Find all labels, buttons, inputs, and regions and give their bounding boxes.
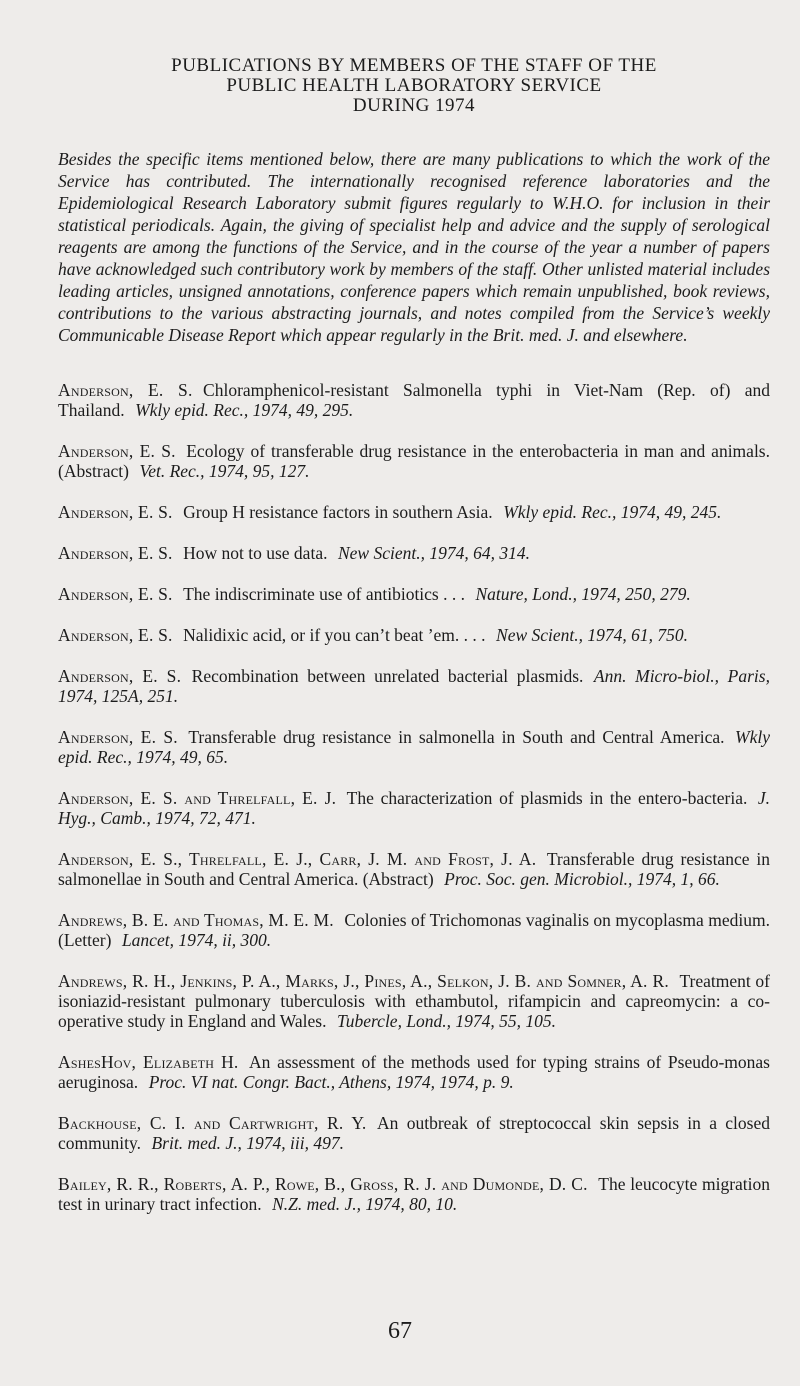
publication-entry [58, 910, 770, 950]
entry-authors: Anderson, E. S. and Threlfall, E. J. [58, 788, 337, 808]
publication-entry [58, 727, 770, 767]
publication-entry [58, 1174, 770, 1214]
entry-citation: Wkly epid. Rec., 1974, 49, 65. [58, 727, 770, 767]
entry-citation: Lancet, 1974, ii, 300. [121, 930, 272, 950]
entry-authors: Anderson, E. S. [58, 543, 173, 563]
heading-line-3: DURING 1974 [352, 95, 476, 116]
entry-citation: Tubercle, Lond., 1974, 55, 105. [336, 1011, 557, 1031]
entry-title: Colonies of Trichomonas vaginalis on mycoplasma medium. (Letter) [58, 910, 770, 950]
entry-citation: Proc. Soc. gen. Microbiol., 1974, 1, 66. [444, 869, 720, 889]
publication-entry [58, 543, 770, 563]
entry-authors: Bailey, R. R., Roberts, A. P., Rowe, B., Gross, R. J. and Dumonde, D. C. [58, 1174, 588, 1194]
entry-citation: Wkly epid. Rec., 1974, 49, 295. [135, 400, 354, 420]
entry-citation: Vet. Rec., 1974, 95, 127. [139, 461, 310, 481]
publication-entry [58, 1052, 770, 1092]
entry-title: The indiscriminate use of antibiotics . . . [183, 584, 465, 604]
page-number: 67 [388, 1318, 412, 1344]
entry-title: An assessment of the methods used for typing strains of Pseudo-monas aeruginosa. [58, 1052, 770, 1092]
entry-citation: N.Z. med. J., 1974, 80, 10. [272, 1194, 458, 1214]
entry-title: The leucocyte migration test in urinary tract infection. [58, 1174, 771, 1214]
entry-title: Ecology of transferable drug resistance in the enterobacteria in man and animals. (Abstract) [58, 441, 770, 481]
heading-line-2: PUBLIC HEALTH LABORATORY SERVICE [226, 75, 602, 96]
entry-title: Recombination between unrelated bacterial plasmids. [191, 666, 584, 686]
intro-paragraph: Besides the specific items mentioned below, there are many publications to which the work of the Service has contributed. The internationally recognised reference laboratories and the Epidemiological Research Laboratory submit figures regularly to W.H.O. for inclusion in their statistical periodicals. Again, the giving of specialist help and advice and the supply of serological reagents are among the functions of the Service, and in the course of the year a number of papers have acknowledged such contributory work by members of the staff. Other unlisted material includes leading articles, unsigned annotations, conference papers which remain unpublished, book reviews, contributions to the various abstracting journals, and notes compiled from the Service’s weekly Communicable Disease Report which appear regularly in the Brit. med. J. and elsewhere. [58, 149, 770, 345]
entry-title: Group H resistance factors in southern Asia. [183, 502, 493, 522]
entry-authors: Anderson, E. S., Threlfall, E. J., Carr, J. M. and Frost, J. A. [58, 849, 537, 869]
publication-entry [58, 502, 770, 522]
entry-title: Chloramphenicol-resistant Salmonella typhi in Viet-Nam (Rep. of) and Thailand. [58, 380, 771, 420]
entry-authors: Anderson, E. S. [58, 502, 173, 522]
entry-citation: J. Hyg., Camb., 1974, 72, 471. [58, 788, 770, 828]
entry-authors: Andrews, R. H., Jenkins, P. A., Marks, J., Pines, A., Selkon, J. B. and Somner, A. R. [58, 971, 669, 991]
entry-title: How not to use data. [183, 543, 328, 563]
entry-authors: Anderson, E. S. [58, 666, 182, 686]
entry-authors: Anderson, E. S. [58, 441, 176, 461]
publication-entry [58, 584, 770, 604]
publication-entry [58, 666, 770, 706]
entry-citation: Brit. med. J., 1974, iii, 497. [151, 1133, 344, 1153]
entry-title: An outbreak of streptococcal skin sepsis in a closed community. [58, 1113, 770, 1153]
publication-entry [58, 971, 770, 1031]
publication-entry [58, 1113, 770, 1153]
entry-authors: Anderson, E. S. [58, 584, 173, 604]
entry-authors: Andrews, B. E. and Thomas, M. E. M. [58, 910, 334, 930]
entry-citation: Proc. VI nat. Congr. Bact., Athens, 1974, 1974, p. 9. [148, 1072, 514, 1092]
heading-line-1: PUBLICATIONS BY MEMBERS OF THE STAFF OF THE [171, 55, 657, 76]
entry-citation: New Scient., 1974, 64, 314. [337, 543, 530, 563]
publication-entry [58, 849, 770, 889]
entry-citation: Wkly epid. Rec., 1974, 49, 245. [503, 502, 722, 522]
document-page [58, 0, 770, 1235]
publication-entry [58, 625, 770, 645]
publication-list [58, 380, 770, 1214]
entry-authors: Backhouse, C. I. and Cartwright, R. Y. [58, 1113, 367, 1133]
entry-citation: New Scient., 1974, 61, 750. [496, 625, 689, 645]
entry-title: Transferable drug resistance in salmonella in South and Central America. [188, 727, 725, 747]
entry-title: Nalidixic acid, or if you can’t beat ’em. . . . [183, 625, 486, 645]
publication-entry [58, 380, 770, 420]
entry-citation: Ann. Micro-biol., Paris, 1974, 125A, 251. [58, 666, 770, 706]
entry-authors: Anderson, E. S. [58, 727, 178, 747]
entry-authors: AshesHov, Elizabeth H. [58, 1052, 239, 1072]
publication-entry [58, 788, 770, 828]
entry-title: Transferable drug resistance in salmonellae in South and Central America. (Abstract) [58, 849, 770, 889]
entry-title: Treatment of isoniazid-resistant pulmonary tuberculosis with ethambutol, rifampicin and capreomycin: a co-operative study in England and Wales. [58, 971, 770, 1031]
page-heading [58, 56, 770, 116]
entry-title: The characterization of plasmids in the entero-bacteria. [346, 788, 748, 808]
entry-authors: Anderson, E. S. [58, 625, 173, 645]
entry-citation: Nature, Lond., 1974, 250, 279. [475, 584, 691, 604]
publication-entry [58, 441, 770, 481]
entry-authors: Anderson, E. S. [58, 380, 193, 400]
